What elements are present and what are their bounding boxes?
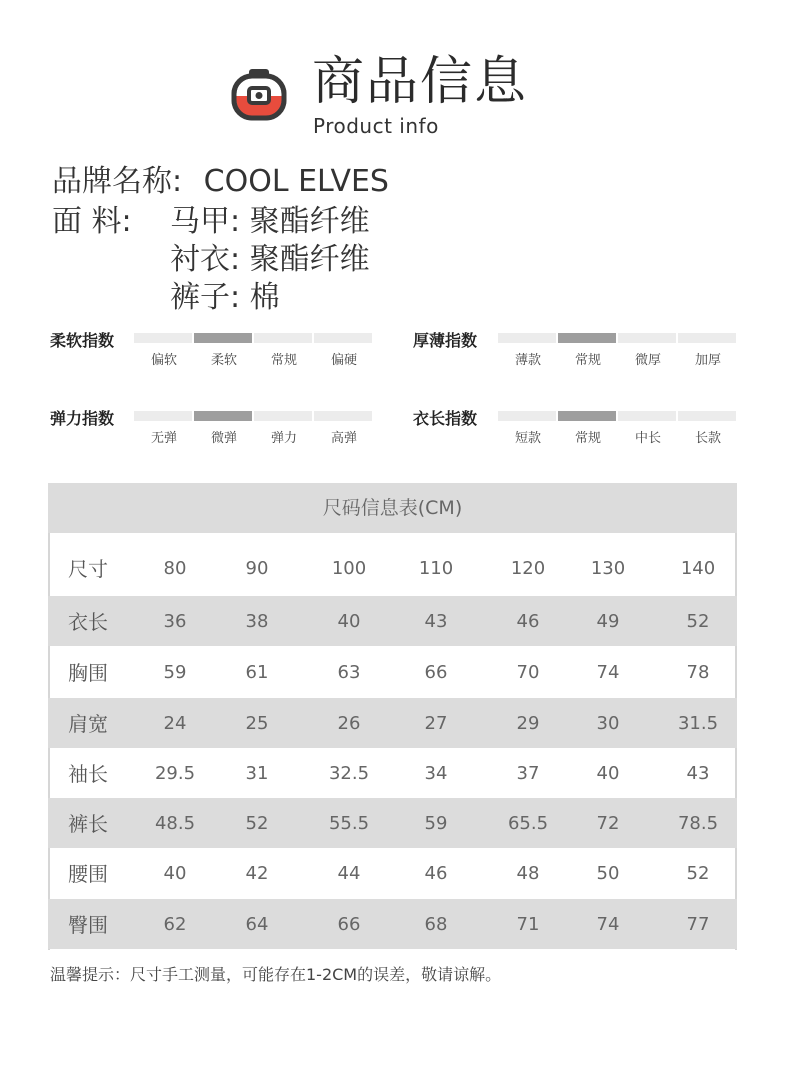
table-cell: 49 xyxy=(596,611,620,632)
row-header: 胸围 xyxy=(68,661,108,685)
table-cell: 120 xyxy=(510,558,546,579)
table-cell: 48 xyxy=(516,863,540,884)
table-cell: 59 xyxy=(424,813,448,834)
table-cell: 32.5 xyxy=(328,763,370,784)
fabric-part: 衬衣: xyxy=(170,242,241,277)
table-row xyxy=(48,748,737,798)
row-header: 袖长 xyxy=(68,762,108,786)
scale-option-label: 偏硬 xyxy=(330,353,357,368)
table-cell: 29 xyxy=(516,713,540,734)
length-index-label: 衣长指数 xyxy=(413,409,478,428)
table-cell: 78.5 xyxy=(677,813,719,834)
brand-value: COOL ELVES xyxy=(203,164,389,199)
softness-index-scale xyxy=(134,333,374,373)
table-cell: 63 xyxy=(337,662,361,683)
table-cell: 74 xyxy=(596,662,620,683)
thickness-index-label: 厚薄指数 xyxy=(413,331,478,350)
table-cell: 62 xyxy=(163,914,187,935)
scale-option-label: 长款 xyxy=(694,431,721,446)
scale-segment-selected xyxy=(194,411,252,421)
scale-option-label: 薄款 xyxy=(514,353,541,368)
thickness-index-scale xyxy=(498,333,738,373)
table-row xyxy=(48,899,737,949)
table-cell: 48.5 xyxy=(154,813,196,834)
table-cell: 110 xyxy=(418,558,454,579)
table-cell: 26 xyxy=(337,713,361,734)
brand-row xyxy=(52,162,389,202)
table-cell: 71 xyxy=(516,914,540,935)
fabric-part: 裤子: xyxy=(170,280,241,315)
table-cell: 68 xyxy=(424,914,448,935)
scale-option-label: 常规 xyxy=(270,353,297,368)
fabric-material: 棉 xyxy=(249,280,280,315)
scale-segment xyxy=(254,333,312,343)
table-cell: 38 xyxy=(245,611,269,632)
scale-option-label: 偏软 xyxy=(150,353,177,368)
table-cell: 61 xyxy=(245,662,269,683)
table-cell: 80 xyxy=(163,558,187,579)
page-subtitle: Product info xyxy=(313,114,439,138)
scale-option-label: 常规 xyxy=(574,431,601,446)
scale-segment xyxy=(678,411,736,421)
row-header: 臀围 xyxy=(68,913,108,937)
table-row xyxy=(48,798,737,848)
scale-segment-selected xyxy=(558,333,616,343)
row-header: 腰围 xyxy=(68,862,108,886)
table-cell: 65.5 xyxy=(507,813,549,834)
table-cell: 29.5 xyxy=(154,763,196,784)
fabric-material: 聚酯纤维 xyxy=(249,204,370,239)
product-info-header xyxy=(0,0,790,150)
brand-label: 品牌名称: xyxy=(52,164,183,199)
scale-segment xyxy=(134,411,192,421)
row-header: 肩宽 xyxy=(68,712,108,736)
fabric-material: 聚酯纤维 xyxy=(249,242,370,277)
scale-option-label: 弹力 xyxy=(270,431,297,446)
table-cell: 40 xyxy=(337,611,361,632)
scale-segment xyxy=(254,411,312,421)
scale-option-label: 中长 xyxy=(634,431,661,446)
softness-index-label: 柔软指数 xyxy=(50,331,115,350)
table-cell: 42 xyxy=(245,863,269,884)
table-cell: 40 xyxy=(163,863,187,884)
table-cell: 52 xyxy=(245,813,269,834)
table-cell: 74 xyxy=(596,914,620,935)
table-row xyxy=(48,543,737,593)
table-cell: 36 xyxy=(163,611,187,632)
fabric-row-vest xyxy=(170,202,370,242)
table-cell: 40 xyxy=(596,763,620,784)
table-cell: 31 xyxy=(245,763,269,784)
scale-segment xyxy=(618,333,676,343)
table-row xyxy=(48,848,737,898)
table-cell: 66 xyxy=(337,914,361,935)
fabric-row-shirt xyxy=(170,240,370,280)
table-cell: 55.5 xyxy=(328,813,370,834)
fabric-row-pants xyxy=(170,278,280,318)
table-cell: 44 xyxy=(337,863,361,884)
scale-option-label: 高弹 xyxy=(330,431,357,446)
table-cell: 130 xyxy=(590,558,626,579)
scale-segment xyxy=(314,333,372,343)
scale-segment xyxy=(678,333,736,343)
table-cell: 27 xyxy=(424,713,448,734)
table-cell: 46 xyxy=(516,611,540,632)
table-cell: 52 xyxy=(686,611,710,632)
table-cell: 31.5 xyxy=(677,713,719,734)
row-header: 尺寸 xyxy=(68,557,108,581)
table-cell: 34 xyxy=(424,763,448,784)
table-cell: 37 xyxy=(516,763,540,784)
table-cell: 50 xyxy=(596,863,620,884)
table-cell: 52 xyxy=(686,863,710,884)
size-table xyxy=(48,483,737,950)
length-index-scale xyxy=(498,411,738,451)
table-cell: 90 xyxy=(245,558,269,579)
measurement-note: 温馨提示：尺寸手工测量，可能存在1-2CM的误差，敬请谅解。 xyxy=(50,965,502,984)
table-cell: 46 xyxy=(424,863,448,884)
table-cell: 100 xyxy=(331,558,367,579)
scale-segment xyxy=(618,411,676,421)
scale-segment-selected xyxy=(558,411,616,421)
table-row xyxy=(48,698,737,748)
table-cell: 78 xyxy=(686,662,710,683)
table-cell: 77 xyxy=(686,914,710,935)
table-cell: 25 xyxy=(245,713,269,734)
elasticity-index-label: 弹力指数 xyxy=(50,409,115,428)
fabric-part: 马甲: xyxy=(170,204,241,239)
size-table-title: 尺码信息表(CM) xyxy=(48,483,737,533)
table-cell: 140 xyxy=(680,558,716,579)
scale-option-label: 微弹 xyxy=(210,431,237,446)
table-cell: 70 xyxy=(516,662,540,683)
table-row xyxy=(48,596,737,646)
scale-option-label: 微厚 xyxy=(634,353,661,368)
table-row xyxy=(48,647,737,697)
table-cell: 72 xyxy=(596,813,620,834)
table-cell: 24 xyxy=(163,713,187,734)
table-cell: 64 xyxy=(245,914,269,935)
camera-icon xyxy=(230,66,288,122)
scale-option-label: 短款 xyxy=(514,431,541,446)
scale-segment xyxy=(498,333,556,343)
table-cell: 30 xyxy=(596,713,620,734)
scale-segment xyxy=(134,333,192,343)
scale-option-label: 无弹 xyxy=(150,431,177,446)
table-cell: 43 xyxy=(424,611,448,632)
scale-option-label: 柔软 xyxy=(210,353,237,368)
row-header: 衣长 xyxy=(68,610,108,634)
scale-option-label: 加厚 xyxy=(694,353,721,368)
scale-segment xyxy=(314,411,372,421)
fabric-label: 面 料: xyxy=(52,204,132,239)
elasticity-index-scale xyxy=(134,411,374,451)
scale-segment-selected xyxy=(194,333,252,343)
page-title: 商品信息 xyxy=(312,52,529,112)
row-header: 裤长 xyxy=(68,812,108,836)
scale-segment xyxy=(498,411,556,421)
table-cell: 59 xyxy=(163,662,187,683)
table-cell: 66 xyxy=(424,662,448,683)
scale-option-label: 常规 xyxy=(574,353,601,368)
table-cell: 43 xyxy=(686,763,710,784)
